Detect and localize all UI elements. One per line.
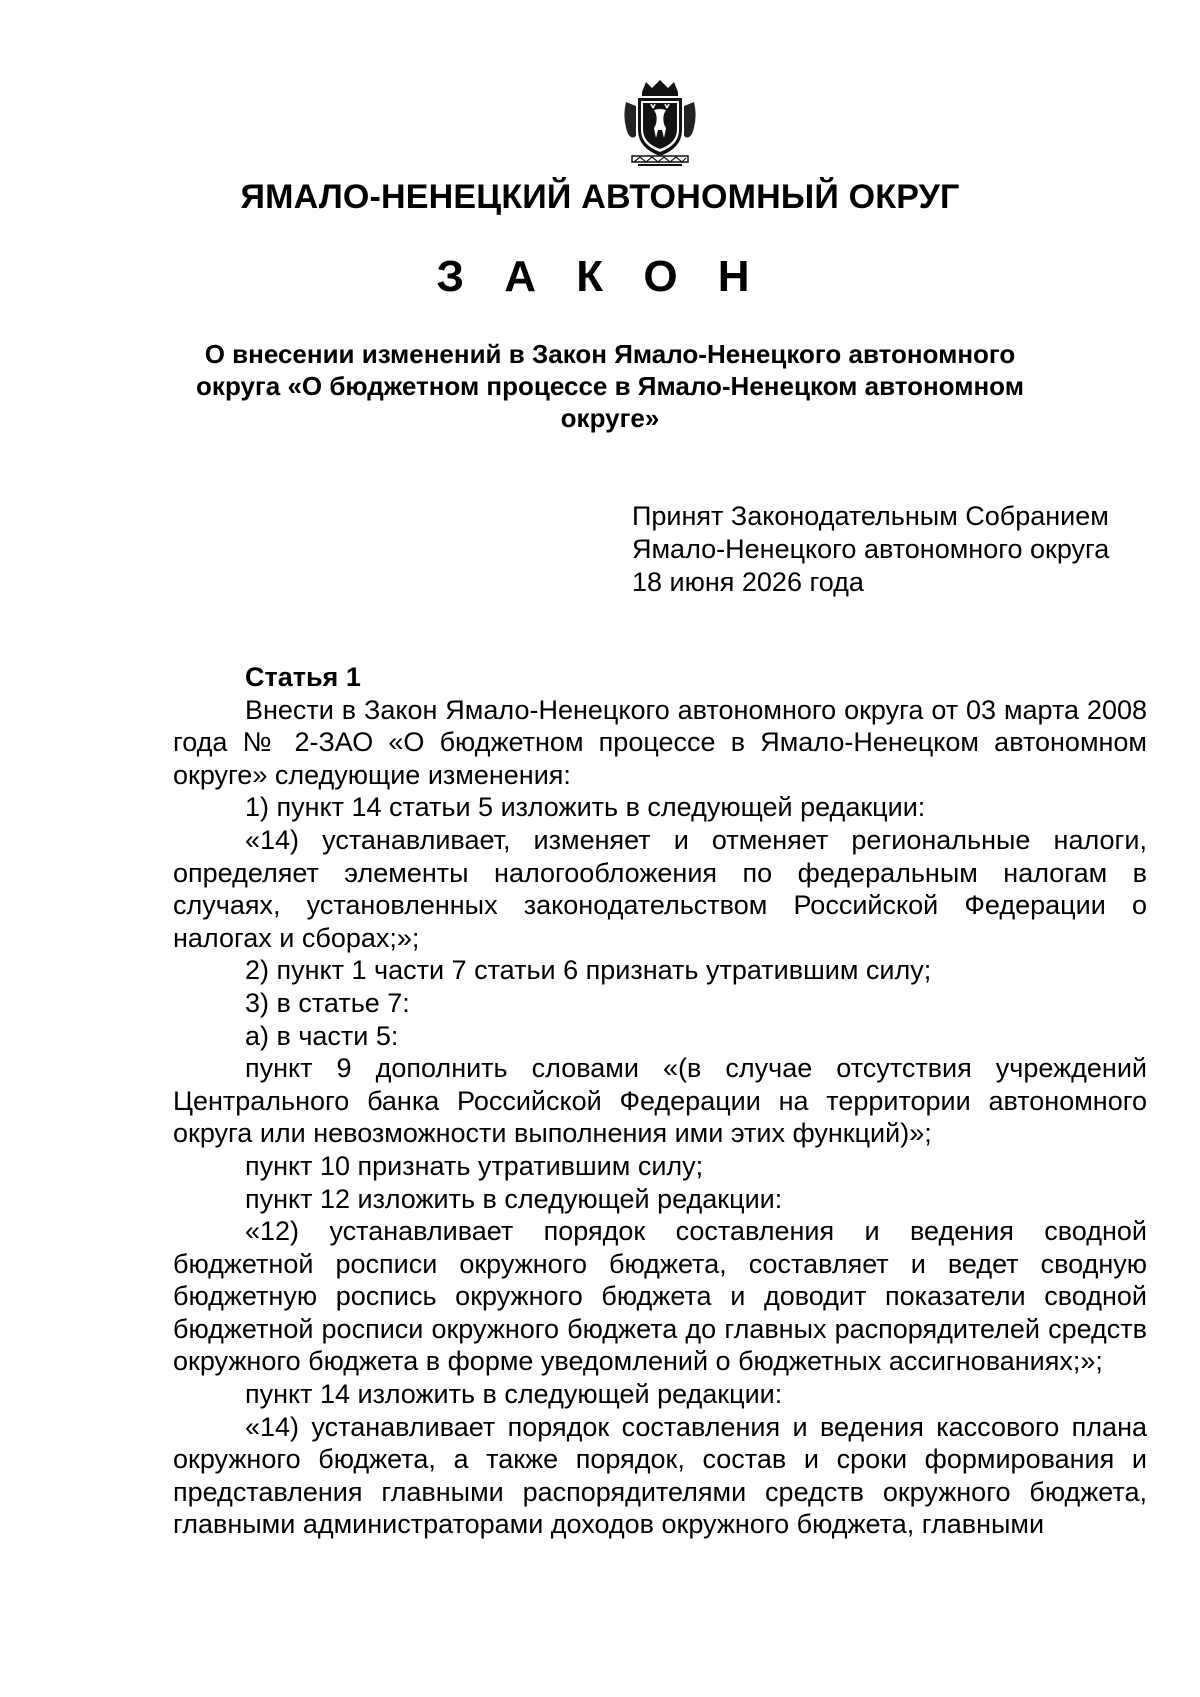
paragraph: 3) в статье 7: [245, 987, 410, 1018]
paragraph: 1) пункт 14 статьи 5 изложить в следующей редакции: [245, 792, 926, 823]
adoption-note [632, 500, 1152, 599]
paragraph: «14) устанавливает, изменяет и отменяет региональные налоги, определяет элементы налогообложения по федеральным налогам в случаях, установленных законодательством Российской Федерации о налогах и сборах;»; [173, 824, 1147, 953]
adoption-line-1: Принят Законодательным Собранием [632, 501, 1109, 531]
adoption-line-2: Ямало-Ненецкого автономного округа [632, 534, 1110, 564]
region-title: ЯМАЛО-НЕНЕЦКИЙ АВТОНОМНЫЙ ОКРУГ [240, 178, 960, 216]
paragraph: пункт 14 изложить в следующей редакции: [245, 1379, 783, 1410]
paragraph: пункт 12 изложить в следующей редакции: [245, 1183, 783, 1214]
paragraph: «12) устанавливает порядок составления и ведения сводной бюджетной росписи окружного бюджета, составляет и ведет сводную бюджетную роспись окружного бюджета и доводит показатели сводной бюджетной росписи окружного бюджета до главных распорядителей средств окружного бюджета в форме уведомлений о бюджетных ассигнованиях;»; [173, 1216, 1147, 1377]
article-heading: Статья 1 [245, 662, 361, 692]
paragraph: а) в части 5: [245, 1020, 399, 1051]
adoption-date: 18 июня 2026 года [632, 567, 864, 597]
document-body [173, 661, 1147, 1541]
paragraph: пункт 9 дополнить словами «(в случае отсутствия учреждений Центрального банка Российской Федерации на территории автономного округа или невозможности выполнения ими этих функций)»; [173, 1053, 1147, 1149]
paragraph: «14) устанавливает порядок составления и ведения кассового плана окружного бюджета, а также порядок, состав и сроки формирования и представления главными распорядителями средств окружного бюджета, главными администраторами доходов окружного бюджета, главными [173, 1411, 1147, 1540]
paragraph: пункт 10 признать утратившим силу; [245, 1150, 704, 1181]
paragraph: 2) пункт 1 части 7 статьи 6 признать утратившим силу; [245, 955, 932, 986]
law-subject: О внесении изменений в Закон Ямало-Ненецкого автономного округа «О бюджетном процессе в Ямало-Ненецком автономном округе» [196, 339, 1024, 433]
coat-of-arms-icon [620, 78, 700, 168]
paragraph: Внести в Закон Ямало-Ненецкого автономного округа от 03 марта 2008 года № 2-ЗАО «О бюджетном процессе в Ямало-Ненецком автономном округе» следующие изменения: [173, 694, 1147, 790]
law-title: З А К О Н [436, 252, 764, 301]
